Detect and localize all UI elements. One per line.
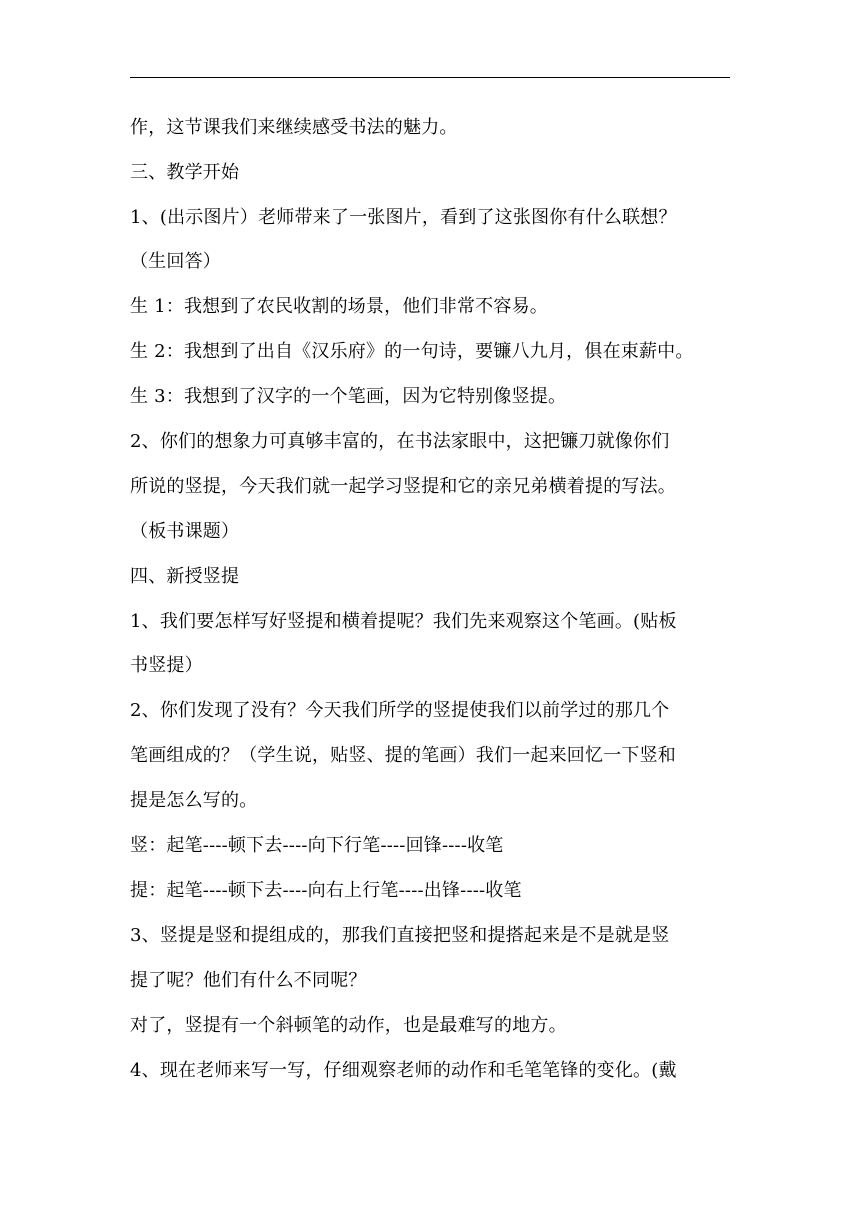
paragraph-line: （生回答） (130, 251, 221, 272)
paragraph-line: 生 1：我想到了农民收割的场景，他们非常不容易。 (130, 296, 548, 317)
paragraph-line: 笔画组成的？（学生说，贴竖、提的笔画）我们一起来回忆一下竖和 (130, 745, 676, 766)
paragraph-line: 竖：起笔----顿下去----向下行笔----回锋----收笔 (130, 835, 504, 856)
paragraph-line: 3、竖提是竖和提组成的，那我们直接把竖和提搭起来是不是就是竖 (130, 925, 670, 946)
paragraph-line: 提：起笔----顿下去----向右上行笔----出锋----收笔 (130, 880, 522, 901)
paragraph-line: 4、现在老师来写一写，仔细观察老师的动作和毛笔笔锋的变化。(戴 (130, 1060, 677, 1081)
paragraph-line: 生 3：我想到了汉字的一个笔画，因为它特别像竖提。 (130, 386, 567, 407)
paragraph-line: 对了，竖提有一个斜顿笔的动作，也是最难写的地方。 (130, 1015, 567, 1036)
paragraph-line: 提是怎么写的。 (130, 790, 258, 811)
section-heading: 三、教学开始 (130, 162, 240, 183)
paragraph-line: （板书课题） (130, 521, 240, 542)
paragraph-line: 所说的竖提，今天我们就一起学习竖提和它的亲兄弟横着提的写法。 (130, 476, 676, 497)
paragraph-line: 提了呢？他们有什么不同呢？ (130, 970, 367, 991)
header-rule (130, 77, 730, 78)
paragraph-line: 2、你们的想象力可真够丰富的，在书法家眼中，这把镰刀就像你们 (130, 431, 670, 452)
section-heading: 四、新授竖提 (130, 566, 240, 587)
paragraph-line: 1、(出示图片）老师带来了一张图片，看到了这张图你有什么联想？ (130, 207, 677, 228)
paragraph-line: 2、你们发现了没有？今天我们所学的竖提使我们以前学过的那几个 (130, 700, 670, 721)
paragraph-line: 生 2：我想到了出自《汉乐府》的一句诗，要镰八九月，俱在束薪中。 (130, 341, 694, 362)
paragraph-line: 1、我们要怎样写好竖提和横着提呢？我们先来观察这个笔画。(贴板 (130, 611, 677, 632)
paragraph-line: 书竖提） (130, 655, 203, 676)
paragraph-line: 作，这节课我们来继续感受书法的魅力。 (130, 117, 458, 138)
